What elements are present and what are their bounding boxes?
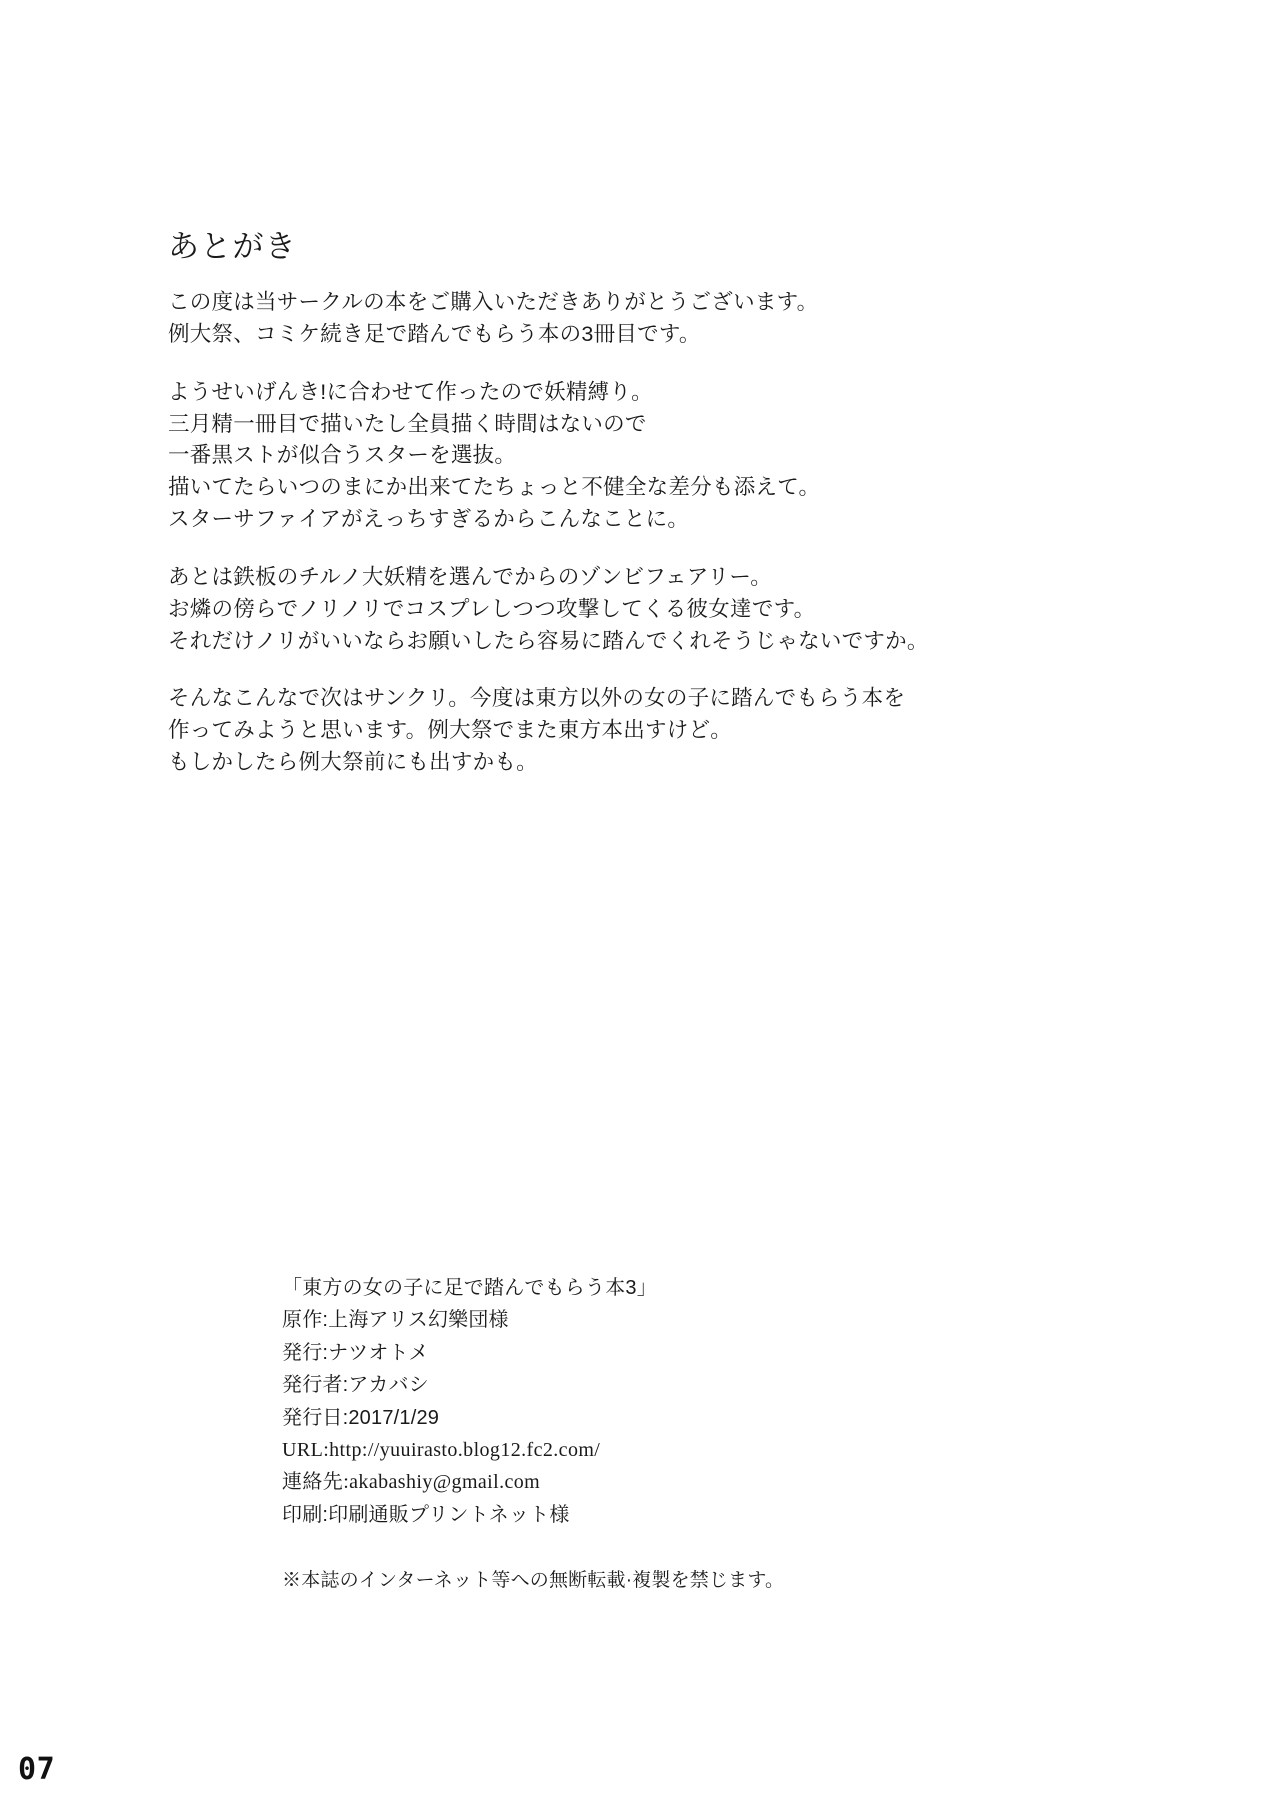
afterword-section xyxy=(168,228,1108,779)
afterword-paragraph xyxy=(168,683,1108,778)
afterword-line: この度は当サークルの本をご購入いただきありがとうございます。 xyxy=(168,290,819,315)
colophon-line: 印刷:印刷通販プリントネット様 xyxy=(282,1503,570,1526)
afterword-line: 作ってみようと思います。例大祭でまた東方本出すけど。 xyxy=(168,718,732,743)
colophon-line: 発行:ナツオトメ xyxy=(282,1341,429,1364)
colophon-line: 原作:上海アリス幻樂団様 xyxy=(282,1309,509,1332)
afterword-line: 三月精一冊目で描いたし全員描く時間はないので xyxy=(168,411,647,436)
colophon-line: URL:http://yuuirasto.blog12.fc2.com/ xyxy=(282,1438,601,1461)
page-number: 07 xyxy=(18,1752,56,1787)
afterword-line: 例大祭、コミケ続き足で踏んでもらう本の3冊目です。 xyxy=(168,322,701,346)
colophon-line: 発行者:アカバシ xyxy=(282,1374,429,1397)
colophon-section xyxy=(282,1272,982,1596)
afterword-line: それだけノリがいいならお願いしたら容易に踏んでくれそうじゃないですか。 xyxy=(168,628,929,653)
afterword-line: 描いてたらいつのまにか出来てたちょっと不健全な差分も添えて。 xyxy=(168,475,821,500)
afterword-line: もしかしたら例大祭前にも出すかも。 xyxy=(168,749,538,774)
afterword-line: お燐の傍らでノリノリでコスプレしつつ攻撃してくる彼女達です。 xyxy=(168,596,816,621)
copyright-notice: ※本誌のインターネット等への無断転載·複製を禁じます。 xyxy=(282,1570,785,1592)
afterword-line: スターサファイアがえっちすぎるからこんなことに。 xyxy=(168,507,690,532)
afterword-paragraph xyxy=(168,287,1108,351)
colophon-line: 発行日:2017/1/29 xyxy=(282,1406,440,1429)
afterword-line: ようせいげんき!に合わせて作ったので妖精縛り。 xyxy=(168,379,653,404)
afterword-paragraph xyxy=(168,377,1108,536)
afterword-line: そんなこんなで次はサンクリ。今度は東方以外の女の子に踏んでもらう本を xyxy=(168,686,906,711)
colophon-line: 「東方の女の子に足で踏んでもらう本3」 xyxy=(282,1277,657,1299)
afterword-body xyxy=(168,287,1108,779)
colophon-lines xyxy=(282,1272,982,1531)
afterword-line: 一番黒ストが似合うスターを選抜。 xyxy=(168,443,517,468)
afterword-heading: あとがき xyxy=(168,229,297,264)
afterword-paragraph xyxy=(168,562,1108,657)
afterword-line: あとは鉄板のチルノ大妖精を選んでからのゾンビフェアリー。 xyxy=(168,564,773,589)
colophon-line: 連絡先:akabashiy@gmail.com xyxy=(282,1471,541,1494)
